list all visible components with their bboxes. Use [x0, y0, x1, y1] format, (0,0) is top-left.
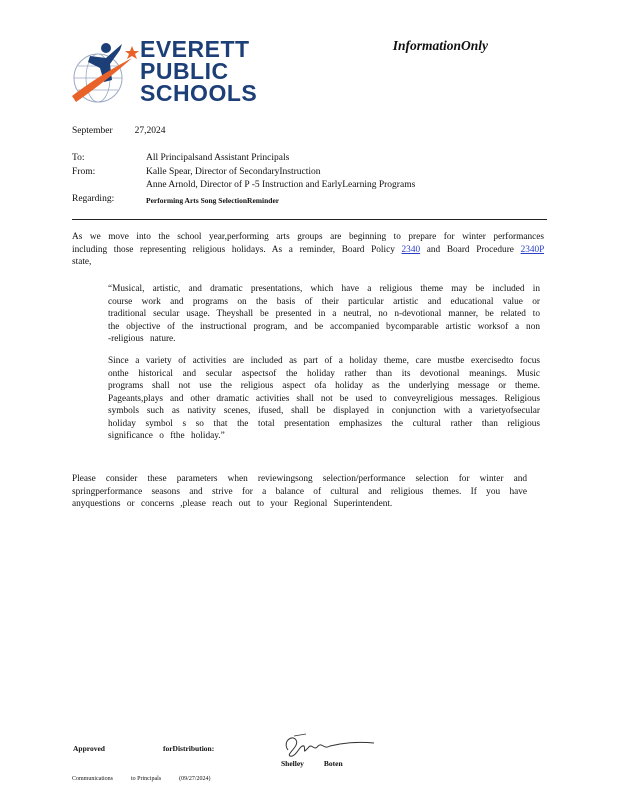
closing-paragraph: Please consider these parameters when reviewingsong selection/performance selection for winter and springperformance seasons and strive for a balance of cultural and religious themes. If you have anyquestions or concerns ,please reach out to your Regional Superintendent. — [72, 474, 527, 509]
policy-quote-2: Since a variety of activities are included as part of a holiday theme, care mustbe exercisedto focus onthe historical and secular aspectsof the holiday rather than its devotional meanings. Music programs shall not use the religious aspect ofa holiday as the underlying message or theme. Pageants,plays and other dramatic activities shall not be used to conveyreligious messages. Religious symbols such as nativity scenes, ifused, shall be displayed in conjunction with a varietyofsecular holiday symbol s so that the total presentation emphasizes the cultural rather than religious significance o fthe holiday.” — [108, 356, 540, 441]
date-month: September — [72, 126, 113, 136]
from-label: From: — [72, 167, 96, 177]
logo-line-2: PUBLIC — [140, 58, 229, 84]
footer-date: (09/27/2024) — [179, 776, 211, 782]
intro-text-c: state, — [72, 257, 92, 267]
footer-communications: Communications — [72, 776, 113, 782]
policy-quote-1: “Musical, artistic, and dramatic presentations, which have a religious theme may be included in course work and programs on the basis of their particular artistic and educational value or traditional secular usage. Theyshall be presented in a neutral, no n-devotional manner, be related to the objective of the instructional program, and be accompanied bycomparable artistic worksof a non -religious nature. — [108, 284, 540, 344]
intro-text-b: and Board Procedure — [420, 244, 521, 255]
board-procedure-link[interactable]: 2340P — [520, 244, 544, 255]
to-label: To: — [72, 153, 85, 163]
regarding-value: Performing Arts Song SelectionReminder — [146, 196, 280, 205]
intro-text-a: As we move into the school year,performing arts groups are beginning to prepare for winter performances including those representing religious holidays. As a reminder, Board Policy — [72, 232, 544, 255]
approval-line — [73, 744, 272, 753]
to-value: All Principalsand Assistant Principals — [146, 153, 290, 163]
from-value-2: Anne Arnold, Director of P -5 Instruction and EarlyLearning Programs — [146, 180, 416, 190]
logo-line-1: EVERETT — [140, 36, 250, 62]
logo-emblem-icon — [70, 36, 140, 112]
signer-last-name: Boten — [323, 759, 343, 768]
information-only-label: InformationOnly — [392, 38, 488, 53]
signature-image — [278, 728, 378, 762]
signer-name — [281, 759, 363, 768]
memo-date — [72, 126, 188, 136]
footer-audience: to Principals — [131, 776, 162, 782]
approved-label: Approved — [73, 744, 105, 753]
intro-paragraph — [72, 231, 544, 269]
footer-note — [72, 776, 229, 782]
header-divider — [72, 219, 547, 220]
board-policy-link[interactable]: 2340 — [401, 244, 421, 255]
district-logo — [70, 36, 258, 112]
for-distribution-label: forDistribution: — [162, 744, 215, 753]
logo-wordmark — [140, 38, 257, 104]
regarding-label: Regarding: — [72, 194, 115, 204]
date-day-year: 27,2024 — [134, 126, 166, 136]
from-value-1: Kalle Spear, Director of SecondaryInstruction — [146, 167, 321, 177]
logo-line-3: SCHOOLS — [140, 80, 258, 106]
signer-first-name: Shelley — [281, 759, 304, 768]
